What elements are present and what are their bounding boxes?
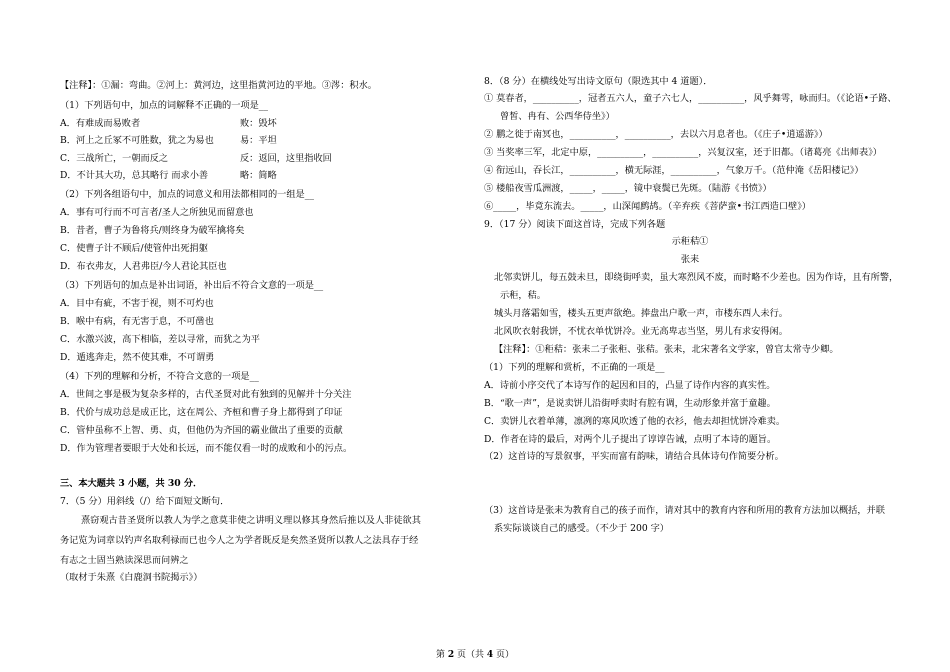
poem-title: 示秬秸①	[671, 236, 709, 247]
q7-text-line-3: 有志之士固当熟读深思而问辨之	[60, 555, 189, 566]
q2-option-c: C．使曹子计不顾后/使管仲出死捐躯	[60, 243, 208, 254]
q3-option-a: A．目中有疵，不害于视，则不可灼也	[60, 298, 214, 309]
q2-option-b: B．昔者，曹子为鲁将兵/则终身为破军擒将矣	[60, 225, 245, 236]
q7-source: （取材于朱熹《白鹿洞书院揭示》）	[60, 572, 203, 583]
q8-line-1: ① 莫春者，__________，冠者五六人，童子六七人，__________，风乎舞雩，咏而归。（《论语•子路、	[484, 93, 897, 104]
q3-option-d: D．遁逃奔走，然不使其难，不可谓勇	[60, 352, 215, 363]
q9-stem: 9．（17 分）阅读下面这首诗，完成下列各题	[484, 219, 666, 230]
q3-stem: （3）下列语句的加点是补出词语，补出后不符合文意的一项是__	[60, 280, 324, 291]
page-footer	[0, 647, 950, 660]
q3-option-c: C．水激兴波，高下相临，差以寻常，而犹之为平	[60, 334, 260, 345]
q4-option-d: D．作为管理者要眼于大处和长远，而不能仅看一时的成败和小的污点。	[60, 443, 353, 454]
q8-stem: 8．（8 分）在横线处写出诗文原句（限选其中 4 道题）．	[484, 76, 713, 87]
q7-text-line-2: 务记览为词章以钓声名取利禄而已也今人之为学者既反是矣然圣贤所以教人之法具存于经	[60, 535, 419, 546]
q1-option-b-gloss: 易：平坦	[240, 135, 277, 146]
poem-author: 张耒	[680, 254, 700, 265]
q1-option-a: A．有难成而易败者	[60, 118, 141, 129]
poem-preface-line-1: 北邻卖饼儿，每五鼓未旦，即绕街呼卖，虽大寒烈风不废，而时略不少差也。因为作诗，且有所警，	[494, 272, 899, 283]
q4-option-c: C．管仲虽称不上智、勇、贞，但他仍为齐国的霸业做出了重要的贡献	[60, 425, 343, 436]
q8-line-6: ⑥_____，毕竟东流去。_____，山深闻鹧鸪。（辛弃疾《菩萨蛮•书江西造口壁》）	[484, 201, 811, 212]
q9-sub2: （2）这首诗的写景叙事，平实而富有韵味，请结合具体诗句作简要分析。	[484, 451, 784, 462]
q1-option-d-gloss: 略：简略	[240, 170, 277, 181]
q9-sub1-option-c: C．卖饼儿衣着单薄，凛冽的寒风吹透了他的衣衫，他去却担忧饼冷难卖。	[484, 416, 786, 427]
footer-suffix: 页）	[493, 650, 514, 660]
q1-option-c: C．三战所亡，一朝而反之	[60, 153, 169, 164]
annotation-note: 【注释】：①漏：弯曲。②河上：黄河边，这里指黄河边的平地。③涔：积水。	[60, 80, 377, 91]
footer-total-pages: 4	[486, 650, 494, 660]
poem-note: 【注释】：①秬秸：张耒二子张秬、张秸。张耒，北宋著名文学家，曾官太常寺少卿。	[494, 344, 839, 355]
q3-option-b: B．喉中有病，有无害于息，不可凿也	[60, 316, 214, 327]
q2-option-a: A．事有可行而不可言者/圣人之所独见而留意也	[60, 207, 254, 218]
footer-mid: 页（共	[454, 650, 487, 660]
q9-sub3-line-1: （3）这首诗是张耒为教育自己的孩子而作，请对其中的教育内容和所用的教育方法加以概括，并联	[484, 505, 885, 516]
q1-option-c-gloss: 反：返回，这里指收回	[240, 153, 332, 164]
q7-stem: 7．（5 分）用斜线（/）给下面短文断句．	[60, 496, 230, 507]
q1-option-d: D．不计其大功，总其略行 而求小善	[60, 170, 209, 181]
q9-sub3-line-2: 系实际谈谈自己的感受。（不少于 200 字）	[494, 523, 669, 534]
q9-sub1-stem: （1）下列的理解和赏析，不正确的一项是__	[484, 362, 665, 373]
q1-option-a-gloss: 败：毁坏	[240, 118, 277, 129]
q2-stem: （2）下列各组语句中，加点的词意义和用法都相同的一组是__	[60, 189, 314, 200]
poem-verse-line-2: 北风吹衣射我饼，不忧衣单忧饼冷。业无高卑志当坚，男儿有求安得闲。	[494, 326, 788, 337]
q4-stem: （4）下列的理解和分析，不符合文意的一项是__	[60, 371, 259, 382]
poem-verse-line-1: 城头月落霜如雪，楼头五更声欲绝。捧盘出户歌一声，市楼东西人未行。	[494, 308, 788, 319]
q9-sub1-option-a: A．诗前小序交代了本诗写作的起因和目的，凸显了诗作内容的真实性。	[484, 380, 776, 391]
footer-page-number: 2	[447, 650, 455, 660]
q7-text-line-1: 熹窃观古昔圣贤所以教人为学之意莫非使之讲明义理以修其身然后推以及人非徒欲其	[81, 515, 421, 526]
q8-line-4: ④ 衔远山，吞长江，__________，横无际涯，__________，气象万千。（范仲淹《岳阳楼记》）	[484, 165, 864, 176]
section-3-heading: 三、本大题共 3 小题，共 30 分．	[60, 478, 203, 489]
q4-option-b: B．代价与成功总是成正比，这在周公、齐桓和曹子身上都得到了印证	[60, 407, 343, 418]
q1-option-b: B．河上之丘冢不可胜数，犹之为易也	[60, 135, 214, 146]
q4-option-a: A．世间之事是极为复杂多样的，古代圣贤对此有独到的见解并十分关注	[60, 389, 352, 400]
q8-line-1-cont: 曾皙、冉有、公西华侍坐》）	[500, 111, 615, 122]
q9-sub1-option-b: B．“歌一声”，是说卖饼儿沿街呼卖时有腔有调，生动形象并富于童趣。	[484, 398, 776, 409]
q9-sub1-option-d: D．作者在诗的最后，对两个儿子提出了谆谆告诫，点明了本诗的题旨。	[484, 434, 777, 445]
q8-line-2: ② 鹏之徙于南冥也，__________，__________，去以六月息者也。（《庄子•逍遥游》）	[484, 129, 828, 140]
q8-line-5: ⑤ 楼船夜雪瓜洲渡，_____，_____，镜中衰鬓已先斑。（陆游《书愤》）	[484, 183, 772, 194]
poem-preface-line-2: 示秬，秸。	[500, 290, 546, 301]
q1-stem: （1）下列语句中，加点的词解释不正确的一项是__	[60, 100, 268, 111]
footer-prefix: 第	[435, 650, 448, 660]
q2-option-d: D．布衣弗友，人君弗臣/今人君论其臣也	[60, 261, 227, 272]
q8-line-3: ③ 当奖率三军，北定中原，__________，__________，兴复汉室，还于旧都。（诸葛亮《出师表》）	[484, 147, 882, 158]
